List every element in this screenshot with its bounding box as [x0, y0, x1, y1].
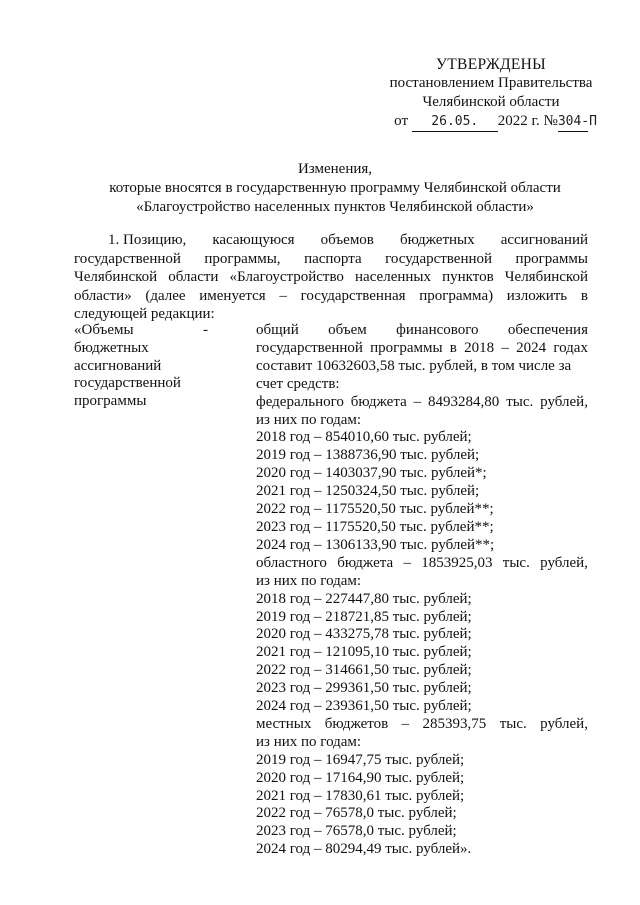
intro-line-4 [74, 287, 588, 306]
intro-line-2 [74, 250, 588, 269]
regional-year-row: 2021 год – 121095,10 тыс. рублей; [256, 644, 472, 661]
intro-word: программа) [419, 287, 494, 304]
approval-line-1: постановлением Правительства [389, 75, 593, 91]
intro-word: программы [515, 250, 588, 267]
label-line: ассигнований [74, 357, 162, 374]
label-line: «Объемы [74, 322, 134, 338]
total-line-4: счет средств: [256, 375, 340, 392]
label-line: бюджетных [74, 339, 149, 356]
total-word: финансового [396, 322, 479, 338]
federal-year-row: 2023 год – 1175520,50 тыс. рублей**; [256, 518, 494, 535]
total-word: общий [256, 322, 299, 338]
heading-line-1: Изменения, [297, 161, 373, 177]
intro-word: (далее [145, 287, 186, 304]
total-word: в [449, 339, 457, 356]
local-word: – [401, 715, 410, 732]
document-heading [40, 160, 630, 217]
intro-paragraph [74, 231, 588, 324]
approval-title: УТВЕРЖДЕНЫ [436, 56, 546, 73]
federal-budget-header [256, 394, 588, 412]
regional-year-row: 2023 год – 299361,50 тыс. рублей; [256, 680, 472, 697]
intro-line-1 [74, 231, 588, 250]
total-line-2 [256, 340, 588, 358]
date-prefix: от [394, 113, 409, 129]
funding-details [256, 322, 588, 859]
intro-word: изложить [506, 287, 568, 304]
local-word: рублей, [540, 715, 588, 732]
intro-word: государственная [300, 287, 406, 304]
handwritten-number: 304-П [558, 112, 588, 132]
regional-word: областного [256, 554, 327, 571]
total-word: обеспечения [507, 322, 588, 338]
intro-word: области [168, 269, 219, 285]
federal-word: рублей, [540, 393, 588, 410]
heading-line-2: которые вносятся в государственную программу Челябинской области [109, 180, 561, 196]
federal-by-years: из них по годам: [256, 411, 362, 428]
regional-year-row: 2024 год – 239361,50 тыс. рублей; [256, 698, 472, 715]
regional-budget-header [256, 555, 588, 573]
federal-year-row: 2024 год – 1306133,90 тыс. рублей**; [256, 536, 495, 553]
intro-word: пунктов [442, 269, 494, 285]
intro-word: паспорта [304, 250, 362, 267]
regional-year-row: 2022 год – 314661,50 тыс. рублей; [256, 662, 472, 679]
total-word: объем [328, 322, 367, 338]
total-word: 2024 [516, 339, 547, 356]
total-word: государственной [256, 339, 363, 356]
federal-year-row: 2019 год – 1388736,90 тыс. рублей; [256, 447, 480, 464]
date-suffix: 2022 г. № [497, 113, 558, 129]
local-year-row: 2020 год – 17164,90 тыс. рублей; [256, 769, 465, 786]
total-line-3: составит 10632603,58 тыс. рублей, в том числе за [256, 357, 572, 374]
federal-word: тыс. [506, 393, 534, 410]
intro-word: области» [74, 287, 132, 304]
intro-word: Челябинской [74, 269, 158, 285]
federal-year-row: 2021 год – 1250324,50 тыс. рублей; [256, 483, 480, 500]
federal-word: – [413, 393, 422, 410]
intro-word: именуется [199, 287, 266, 304]
regional-year-row: 2018 год – 227447,80 тыс. рублей; [256, 590, 472, 607]
intro-word: Челябинской [504, 269, 588, 285]
label-line: программы [74, 393, 147, 410]
regional-word: бюджета [337, 554, 394, 571]
regional-year-row: 2020 год – 433275,78 тыс. рублей; [256, 626, 472, 643]
federal-word: бюджета [350, 393, 407, 410]
federal-year-row: 2020 год – 1403037,90 тыс. рублей*; [256, 465, 487, 482]
intro-line-5: следующей редакции: [74, 306, 215, 322]
label-line: государственной [74, 375, 181, 392]
total-word: программы [370, 339, 443, 356]
local-word: бюджетов [324, 715, 389, 732]
approval-date-line [376, 112, 606, 132]
regional-word: рублей, [540, 554, 588, 571]
total-word: 2018 [464, 339, 495, 356]
regional-word: 1853925,03 [421, 554, 493, 571]
intro-word: программы, [204, 250, 281, 267]
federal-year-row: 2018 год – 854010,60 тыс. рублей; [256, 429, 472, 446]
local-year-row: 2019 год – 16947,75 тыс. рублей; [256, 751, 465, 768]
local-year-row: 2023 год – 76578,0 тыс. рублей; [256, 823, 457, 840]
approval-line-2: Челябинской области [422, 94, 560, 110]
intro-word: объемов [320, 232, 374, 248]
local-year-row: 2022 год – 76578,0 тыс. рублей; [256, 805, 457, 822]
total-word: годах [553, 339, 588, 356]
intro-word: касающуюся [212, 232, 295, 248]
regional-word: – [403, 554, 411, 571]
handwritten-date: 26.05. [412, 112, 498, 132]
federal-year-row: 2022 год – 1175520,50 тыс. рублей**; [256, 501, 494, 518]
intro-word: государственной [385, 250, 493, 267]
intro-word: в [580, 287, 588, 304]
local-word: местных [256, 715, 312, 732]
heading-line-3: «Благоустройство населенных пунктов Челябинской области» [136, 199, 534, 215]
local-year-row: 2024 год – 80294,49 тыс. рублей». [256, 841, 472, 858]
federal-word: 8493284,80 [428, 393, 500, 410]
local-year-row: 2021 год – 17830,61 тыс. рублей; [256, 787, 465, 804]
local-budget-header [256, 716, 588, 734]
intro-word: государственной [74, 250, 181, 267]
intro-word: 1. Позицию, [108, 232, 187, 248]
local-word: 285393,75 [422, 715, 487, 732]
total-line-1 [256, 322, 588, 340]
regional-by-years: из них по годам: [256, 572, 362, 589]
approval-block [376, 55, 606, 132]
intro-line-3 [74, 268, 588, 287]
intro-word: ассигнований [500, 232, 588, 248]
regional-year-row: 2019 год – 218721,85 тыс. рублей; [256, 608, 472, 625]
intro-word: населенных [355, 269, 431, 285]
intro-word: бюджетных [399, 232, 475, 248]
intro-word: – [279, 287, 287, 304]
intro-word: «Благоустройство [229, 269, 344, 285]
passport-position-label [74, 322, 234, 411]
local-by-years: из них по годам: [256, 733, 362, 750]
federal-word: федерального [256, 393, 344, 410]
local-word: тыс. [499, 715, 527, 732]
separator-dash: - [203, 322, 208, 338]
total-word: – [501, 339, 509, 356]
regional-word: тыс. [502, 554, 530, 571]
